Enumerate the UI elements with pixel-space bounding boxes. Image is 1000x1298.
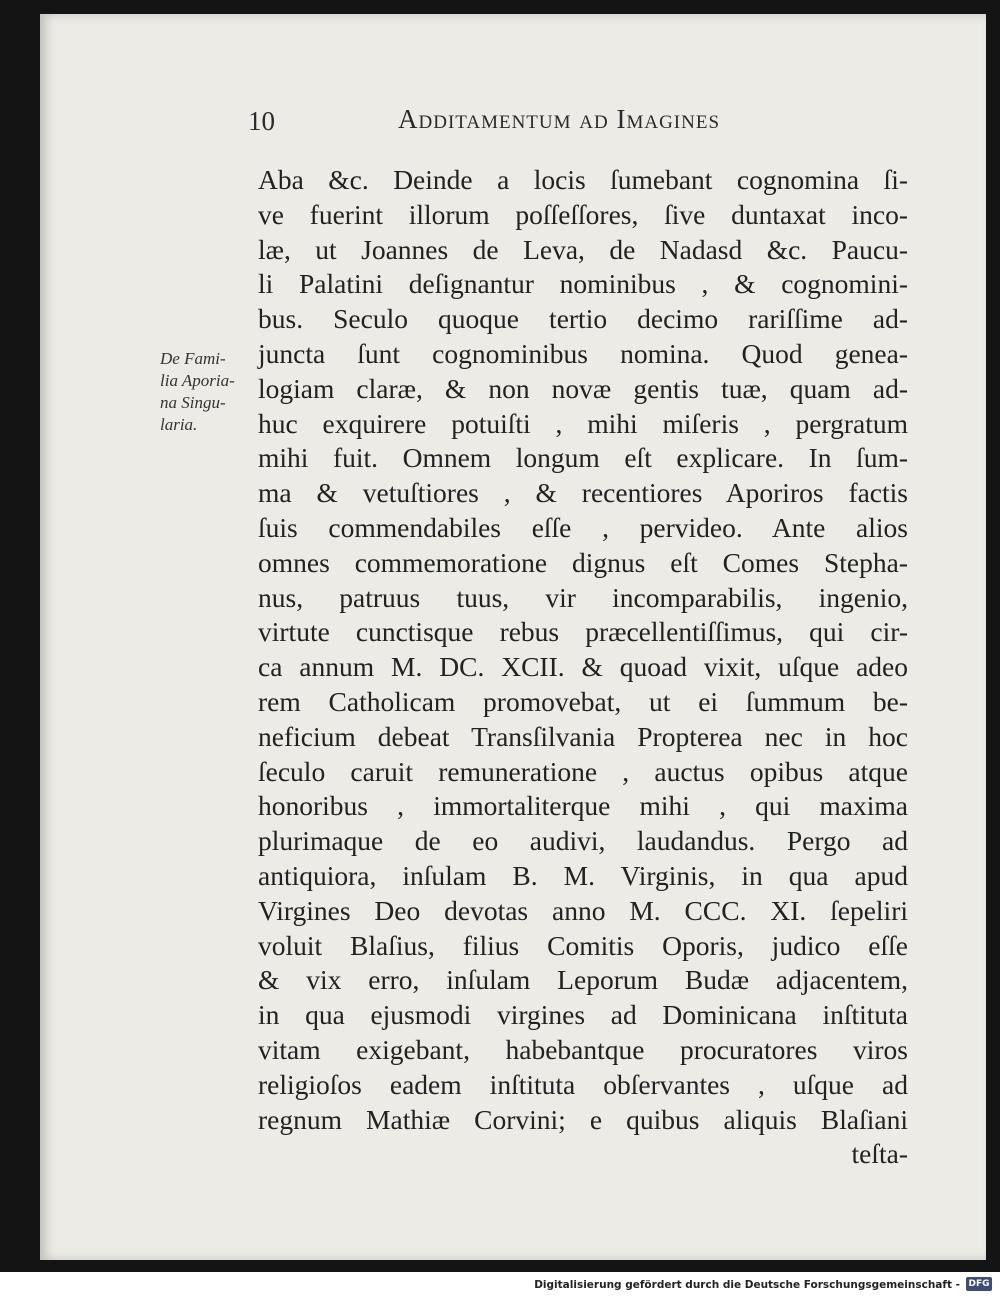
text-line: virtute cunctisque rebus præcellentiſſimus, qui cir- <box>258 616 908 648</box>
footer-bar <box>0 1272 1000 1298</box>
dfg-logo-icon: DFG <box>966 1277 992 1291</box>
margin-note-line: na Singu- <box>160 393 226 412</box>
text-line: regnum Mathiæ Corvini; e quibus aliquis Blaſiani <box>258 1103 908 1135</box>
running-title: Additamentum ad Imagines <box>398 104 721 134</box>
text-line: ve fuerint illorum poſſeſſores, ſive duntaxat inco- <box>258 198 908 230</box>
text-line: li Palatini deſignantur nominibus , & cognomini- <box>258 268 908 300</box>
text-line: omnes commemoratione dignus eſt Comes Stepha- <box>258 546 908 578</box>
margin-note-line: De Fami- <box>160 349 226 368</box>
text-line: vitam exigebant, habebantque procuratores viros <box>258 1033 908 1065</box>
text-line: ſeculo caruit remuneratione , auctus opibus atque <box>258 755 908 787</box>
text-line: & vix erro, inſulam Leporum Budæ adjacentem, <box>258 964 908 996</box>
text-line: rem Catholicam promovebat, ut ei ſummum be- <box>258 685 908 717</box>
margin-note <box>160 348 256 436</box>
text-line: huc exquirere potuiſti , mihi miſeris , pergratum <box>258 407 908 439</box>
text-line: juncta ſunt cognominibus nomina. Quod genea- <box>258 337 908 369</box>
text-line: nus, patruus tuus, vir incomparabilis, ingenio, <box>258 581 908 613</box>
body-text <box>258 163 908 1172</box>
text-line: voluit Blaſius, filius Comitis Oporis, judico eſſe <box>258 929 908 961</box>
text-line: ma & vetuſtiores , & recentiores Aporiros factis <box>258 477 908 509</box>
text-line: læ, ut Joannes de Leva, de Nadasd &c. Paucu- <box>258 233 908 265</box>
page-number: 10 <box>248 106 275 136</box>
text-line: honoribus , immortaliterque mihi , qui maxima <box>258 790 908 822</box>
text-line: Aba &c. Deinde a locis ſumebant cognomina ſi- <box>258 164 908 195</box>
text-line: antiquiora, inſulam B. M. Virginis, in qua apud <box>258 859 908 891</box>
catchword: teſta- <box>851 1138 908 1170</box>
text-line: ca annum M. DC. XCII. & quoad vixit, uſque adeo <box>258 651 908 683</box>
text-line: neficium debeat Transſilvania Propterea nec in hoc <box>258 720 908 752</box>
text-line: ſuis commendabiles eſſe , pervideo. Ante alios <box>258 511 908 543</box>
text-line: mihi fuit. Omnem longum eſt explicare. In ſum- <box>258 442 908 474</box>
text-line: in qua ejusmodi virgines ad Dominicana inſtituta <box>258 999 908 1031</box>
page-header <box>248 100 908 140</box>
margin-note-line: lia Aporia- <box>160 371 235 390</box>
text-line: religioſos eadem inſtituta obſervantes , uſque ad <box>258 1068 908 1100</box>
funding-credit: Digitalisierung gefördert durch die Deutsche Forschungsgemeinschaft - <box>534 1279 960 1291</box>
text-line: logiam claræ, & non novæ gentis tuæ, quam ad- <box>258 372 908 404</box>
text-line: plurimaque de eo audivi, laudandus. Pergo ad <box>258 825 908 857</box>
text-line: Virgines Deo devotas anno M. CCC. XI. ſepeliri <box>258 894 908 926</box>
margin-note-line: laria. <box>160 415 198 434</box>
text-line: bus. Seculo quoque tertio decimo rariſſime ad- <box>258 303 908 335</box>
